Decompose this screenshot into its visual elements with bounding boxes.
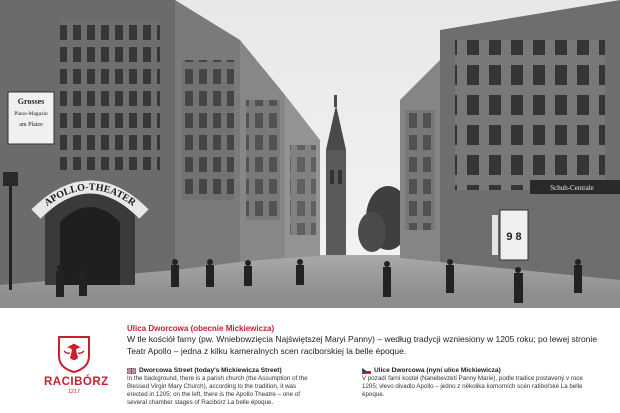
piano-shop-sign — [8, 92, 54, 144]
logo-year: 1217 — [67, 389, 81, 395]
caption-body-english: In the background, there is a parish church (the Assumption of the Blessed Virgin Mary Church), according to the tradition, it was erected in 1205; on the left, there is the Apollo Theatre – one of several chamber stages of Racibórz La belle époque. — [127, 375, 308, 407]
raciborz-eagle-emblem-icon — [56, 334, 92, 374]
caption-english — [127, 367, 315, 407]
logo-city-name: RACIBÓRZ — [44, 376, 109, 388]
caption-czech — [362, 367, 592, 399]
piano-sign-line-2: Piano-Magazin — [14, 111, 48, 117]
shop-sign-text: Schuh-Centrale — [550, 184, 594, 192]
caption-panel — [0, 308, 620, 413]
caption-body-polish: W tle kościół farny (pw. Wniebowzięcia Najświętszej Maryi Panny) – według tradycji wzniesiony w 1205 roku; po lewej stronie Teatr Apollo – jedna z kilku kameralnych scen raciborskiej la belle époque. — [127, 334, 598, 356]
caption-title-english: Dworcowa Street (today's Mickiewicza Street) — [139, 367, 282, 374]
caption-title-polish: Ulica Dworcowa (obecnie Mickiewicza) — [127, 324, 275, 333]
piano-sign-line-1: Grosses — [17, 97, 45, 106]
piano-sign-line-3: am Platze — [19, 122, 43, 128]
house-number-sign: 9 8 — [506, 231, 522, 243]
apollo-sign-text: APOLLO-THEATER — [42, 181, 138, 209]
czech-flag-icon — [362, 368, 371, 374]
raciborz-logo — [44, 334, 109, 395]
caption-title-czech: Ulice Dworcowa (nyní ulice Mickiewicza) — [374, 367, 501, 374]
uk-flag-icon — [127, 368, 136, 374]
caption-body-czech: V pozadí farní kostel (Nanebevzetí Panny Marie), podle tradice postavený v roce 1205; vlevo divadlo Apollo – jedno z několika komorních scén ratibořské La belle époque. — [362, 375, 583, 399]
